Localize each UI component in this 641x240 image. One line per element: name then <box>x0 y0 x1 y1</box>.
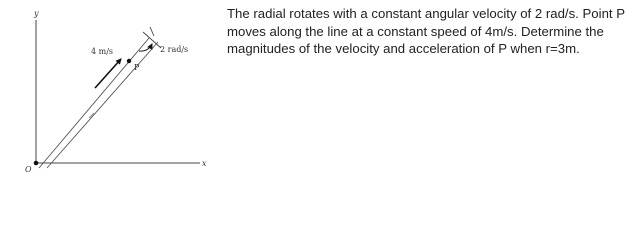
speed-label: 4 m/s <box>91 47 114 56</box>
point-p <box>127 59 131 63</box>
bar-end-cap-2 <box>150 27 154 36</box>
y-axis-label: y <box>34 9 39 18</box>
radial-bar-edge-2 <box>47 42 158 168</box>
point-p-label: P <box>134 63 140 72</box>
radial-bar-edge-1 <box>39 38 149 168</box>
kinematics-diagram <box>0 0 225 199</box>
bar-end-cap-1 <box>143 32 161 48</box>
origin-pivot <box>34 161 39 166</box>
origin-label: O <box>25 165 32 174</box>
speed-arrow <box>95 59 121 88</box>
problem-text: The radial rotates with a constant angular velocity of 2 rad/s. Point P moves along the line at a constant speed of 4m/s. Determine the magnitudes of the velocity and acceleration of P when r=3m. <box>227 6 625 56</box>
diagram-svg <box>0 0 225 199</box>
x-axis-label: x <box>202 159 207 168</box>
angular-velocity-label: 2 rad/s <box>160 45 189 54</box>
problem-statement <box>227 5 639 58</box>
